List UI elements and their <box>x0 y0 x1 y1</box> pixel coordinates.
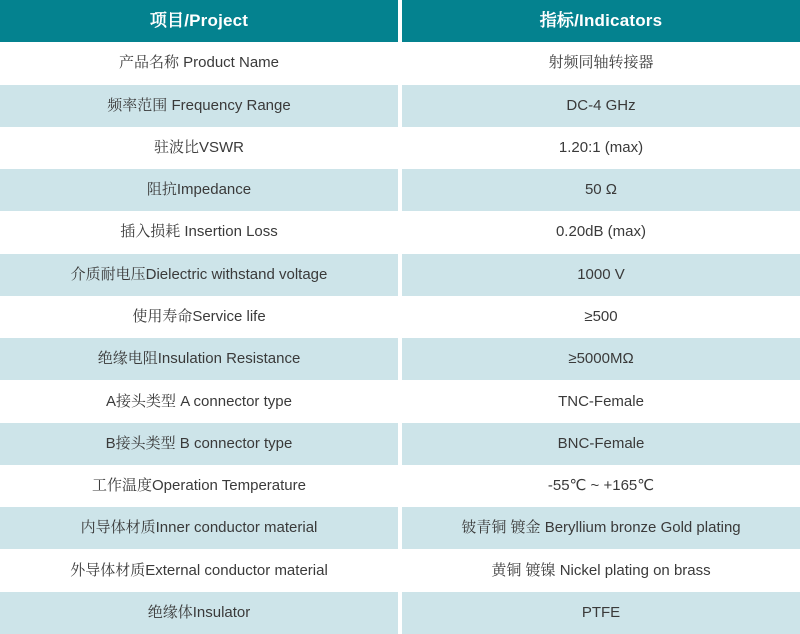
indicator-cell: BNC-Female <box>402 423 800 465</box>
table-row <box>0 169 800 211</box>
table-row <box>0 507 800 549</box>
table-row <box>0 592 800 634</box>
table-row <box>0 423 800 465</box>
indicator-cell: 射频同轴转接器 <box>402 42 800 84</box>
indicator-cell: 0.20dB (max) <box>402 211 800 253</box>
table-row <box>0 85 800 127</box>
project-cell: B接头类型 B connector type <box>0 423 398 465</box>
table-row <box>0 465 800 507</box>
project-cell: 频率范围 Frequency Range <box>0 85 398 127</box>
indicator-cell: 1.20:1 (max) <box>402 127 800 169</box>
table-row <box>0 549 800 591</box>
indicator-cell: 黄铜 镀镍 Nickel plating on brass <box>402 549 800 591</box>
table-row <box>0 338 800 380</box>
project-cell: 工作温度Operation Temperature <box>0 465 398 507</box>
header-project: 项目/Project <box>0 0 398 42</box>
indicator-cell: 50 Ω <box>402 169 800 211</box>
indicator-cell: 铍青铜 镀金 Beryllium bronze Gold plating <box>402 507 800 549</box>
table-row <box>0 380 800 422</box>
table-row <box>0 127 800 169</box>
project-cell: 驻波比VSWR <box>0 127 398 169</box>
indicator-cell: DC-4 GHz <box>402 85 800 127</box>
project-cell: 内导体材质Inner conductor material <box>0 507 398 549</box>
table-row <box>0 296 800 338</box>
indicator-cell: 1000 V <box>402 254 800 296</box>
table-row <box>0 211 800 253</box>
project-cell: 产品名称 Product Name <box>0 42 398 84</box>
indicator-cell: ≥500 <box>402 296 800 338</box>
project-cell: 绝缘电阻Insulation Resistance <box>0 338 398 380</box>
project-cell: 插入损耗 Insertion Loss <box>0 211 398 253</box>
indicator-cell: PTFE <box>402 592 800 634</box>
project-cell: 使用寿命Service life <box>0 296 398 338</box>
project-cell: 绝缘体Insulator <box>0 592 398 634</box>
header-indicators: 指标/Indicators <box>402 0 800 42</box>
indicator-cell: TNC-Female <box>402 380 800 422</box>
project-cell: 介质耐电压Dielectric withstand voltage <box>0 254 398 296</box>
project-cell: 阻抗Impedance <box>0 169 398 211</box>
project-cell: 外导体材质External conductor material <box>0 549 398 591</box>
indicator-cell: ≥5000MΩ <box>402 338 800 380</box>
project-cell: A接头类型 A connector type <box>0 380 398 422</box>
table-row <box>0 254 800 296</box>
table-header-row <box>0 0 800 42</box>
table-row <box>0 42 800 84</box>
indicator-cell: -55℃ ~ +165℃ <box>402 465 800 507</box>
